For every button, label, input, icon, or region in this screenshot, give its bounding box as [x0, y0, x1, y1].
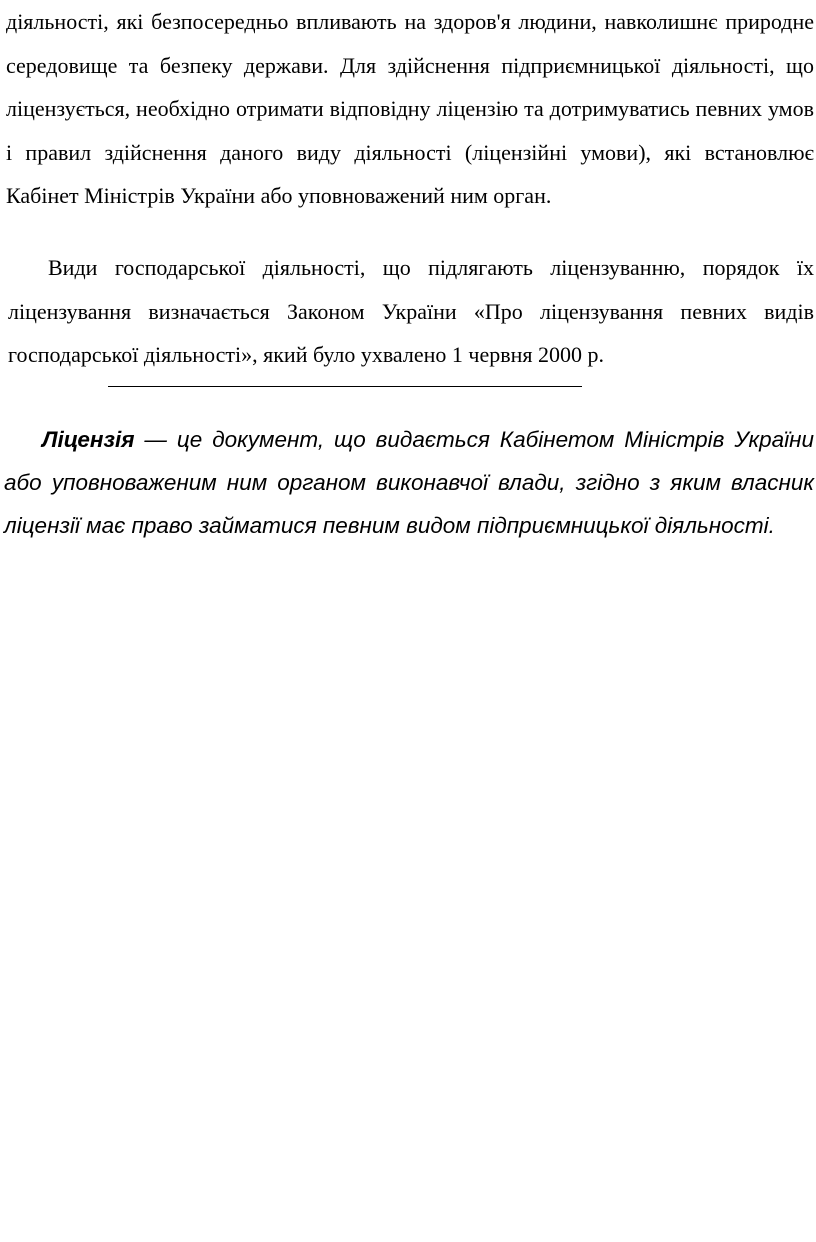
law-reference-paragraph: Види господарської діяльності, що підлягають ліцензуванню, порядок їх ліцензування визначається Законом України «Про ліцензування певних видів господарської діяльності», який було ухвалено 1 червня 2000 р. — [8, 255, 814, 367]
definition-dash: — — [134, 427, 177, 452]
license-definition — [4, 418, 814, 547]
continuation-paragraph: діяльності, які безпосередньо впливають на здоров'я людини, навколишнє природне середовище та безпеку держави. Для здійснення підприємницької діяльності, що ліцензується, необхідно отримати відповідну ліцензію та дотримуватись певних умов і правил здійснення даного виду діяльності (ліцензійні умови), які встановлює Кабінет Міністрів України або уповноважений ним орган. — [6, 9, 814, 208]
definition-term: Ліцензія — [42, 427, 135, 452]
horizontal-divider — [108, 386, 582, 387]
definition-text: це документ, що видається Кабінетом Міністрів України або уповноваженим ним органом виконавчої влади, згідно з яким власник ліцензії має право займатися певним видом підприємницької діяльності. — [4, 427, 814, 538]
